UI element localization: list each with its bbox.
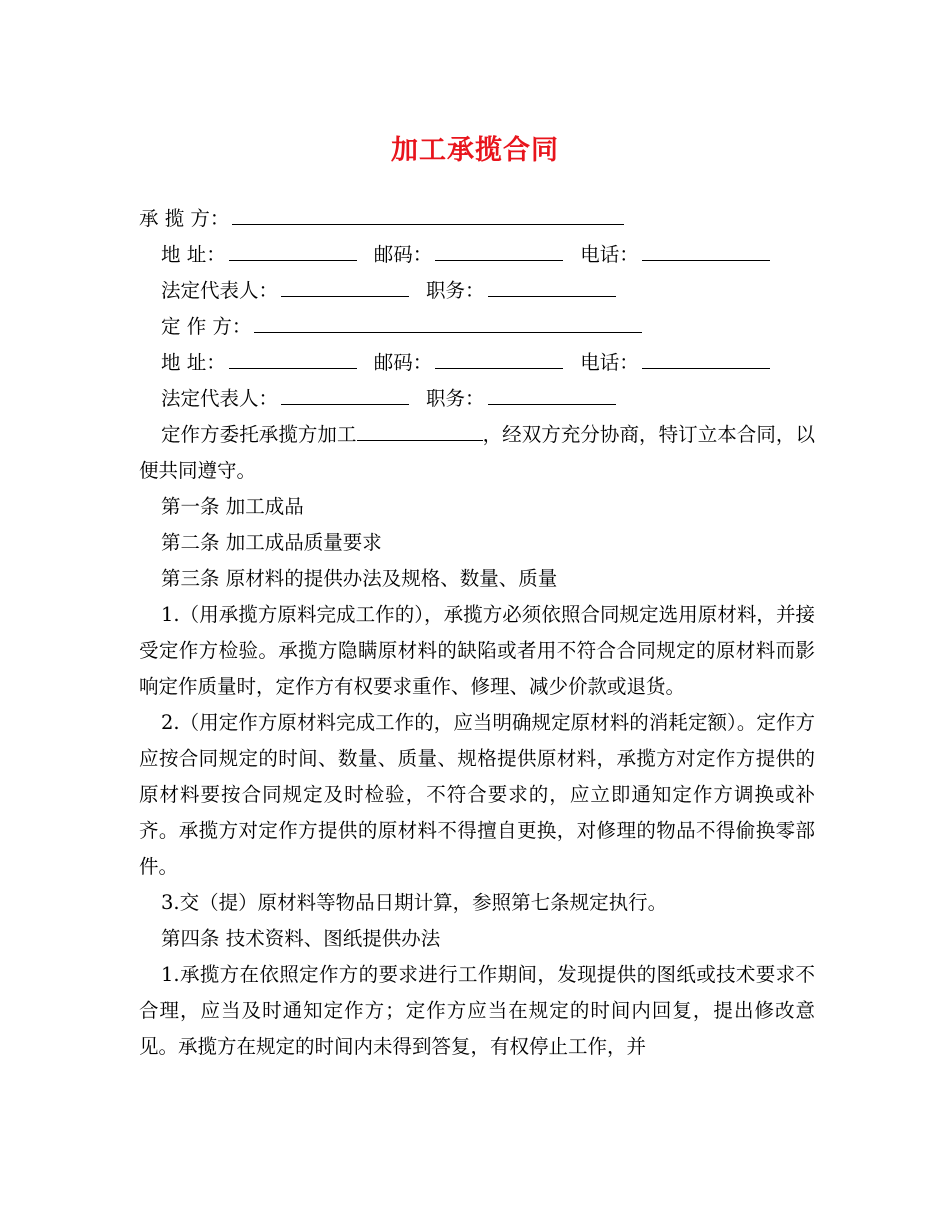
contractor-legal-rep-line <box>139 273 815 309</box>
contractor-address-line <box>139 237 815 273</box>
article-4-heading: 第四条 技术资料、图纸提供办法 <box>161 927 441 950</box>
intro-text-2: ，经双方充分协商，特订立本合同，以便共同遵守。 <box>139 423 815 482</box>
intro-paragraph <box>139 417 815 489</box>
processing-item-field[interactable] <box>357 422 483 441</box>
client-address-line <box>139 345 815 381</box>
article-2-heading: 第二条 加工成品质量要求 <box>161 531 382 554</box>
intro-text-1: 定作方委托承揽方加工 <box>161 423 357 446</box>
client-line <box>139 309 815 345</box>
contractor-position-field[interactable] <box>488 278 616 297</box>
client-name-field[interactable] <box>254 314 642 333</box>
contractor-postcode-field[interactable] <box>435 242 563 261</box>
client-legal-rep-label: 法定代表人： <box>161 387 279 410</box>
client-label: 定 作 方： <box>161 315 252 338</box>
article-3-item-3: 3.交（提）原材料等物品日期计算，参照第七条规定执行。 <box>161 891 668 914</box>
contractor-address-field[interactable] <box>229 242 357 261</box>
contractor-label: 承 揽 方： <box>139 207 230 230</box>
client-legal-rep-line <box>139 381 815 417</box>
contractor-name-field[interactable] <box>232 206 624 225</box>
contractor-legal-rep-field[interactable] <box>281 278 409 297</box>
contractor-line <box>139 201 815 237</box>
page-title: 加工承揽合同 <box>391 135 559 166</box>
client-address-label: 地 址： <box>161 351 226 374</box>
client-position-label: 职务： <box>426 387 485 410</box>
contractor-phone-label: 电话： <box>580 243 639 266</box>
article-3-heading: 第三条 原材料的提供办法及规格、数量、质量 <box>161 567 558 590</box>
client-postcode-label: 邮码： <box>373 351 433 374</box>
client-postcode-field[interactable] <box>435 350 563 369</box>
article-3-item-2: 2.（用定作方原材料完成工作的，应当明确规定原材料的消耗定额）。定作方应按合同规定的时间、数量、质量、规格提供原材料，承揽方对定作方提供的原材料要按合同规定及时检验，不符合要求的，应立即通知定作方调换或补齐。承揽方对定作方提供的原材料不得擅自更换，对修理的物品不得偷换零部件。 <box>139 711 815 878</box>
article-1-heading: 第一条 加工成品 <box>161 495 304 518</box>
client-phone-field[interactable] <box>642 350 770 369</box>
contractor-phone-field[interactable] <box>642 242 770 261</box>
contractor-address-label: 地 址： <box>161 243 226 266</box>
contractor-position-label: 职务： <box>426 279 485 302</box>
contractor-postcode-label: 邮码： <box>373 243 433 266</box>
article-4-item-1: 1.承揽方在依照定作方的要求进行工作期间，发现提供的图纸或技术要求不合理，应当及时通知定作方；定作方应当在规定的时间内回复，提出修改意见。承揽方在规定的时间内未得到答复，有权停止工作，并 <box>139 963 815 1058</box>
client-phone-label: 电话： <box>580 351 639 374</box>
client-position-field[interactable] <box>488 386 616 405</box>
article-3-item-1: 1.（用承揽方原料完成工作的），承揽方必须依照合同规定选用原材料，并接受定作方检验。承揽方隐瞒原材料的缺陷或者用不符合合同规定的原材料而影响定作质量时，定作方有权要求重作、修理、减少价款或退货。 <box>139 603 815 698</box>
client-address-field[interactable] <box>229 350 357 369</box>
contractor-legal-rep-label: 法定代表人： <box>161 279 279 302</box>
client-legal-rep-field[interactable] <box>281 386 409 405</box>
contract-body <box>139 201 815 1065</box>
